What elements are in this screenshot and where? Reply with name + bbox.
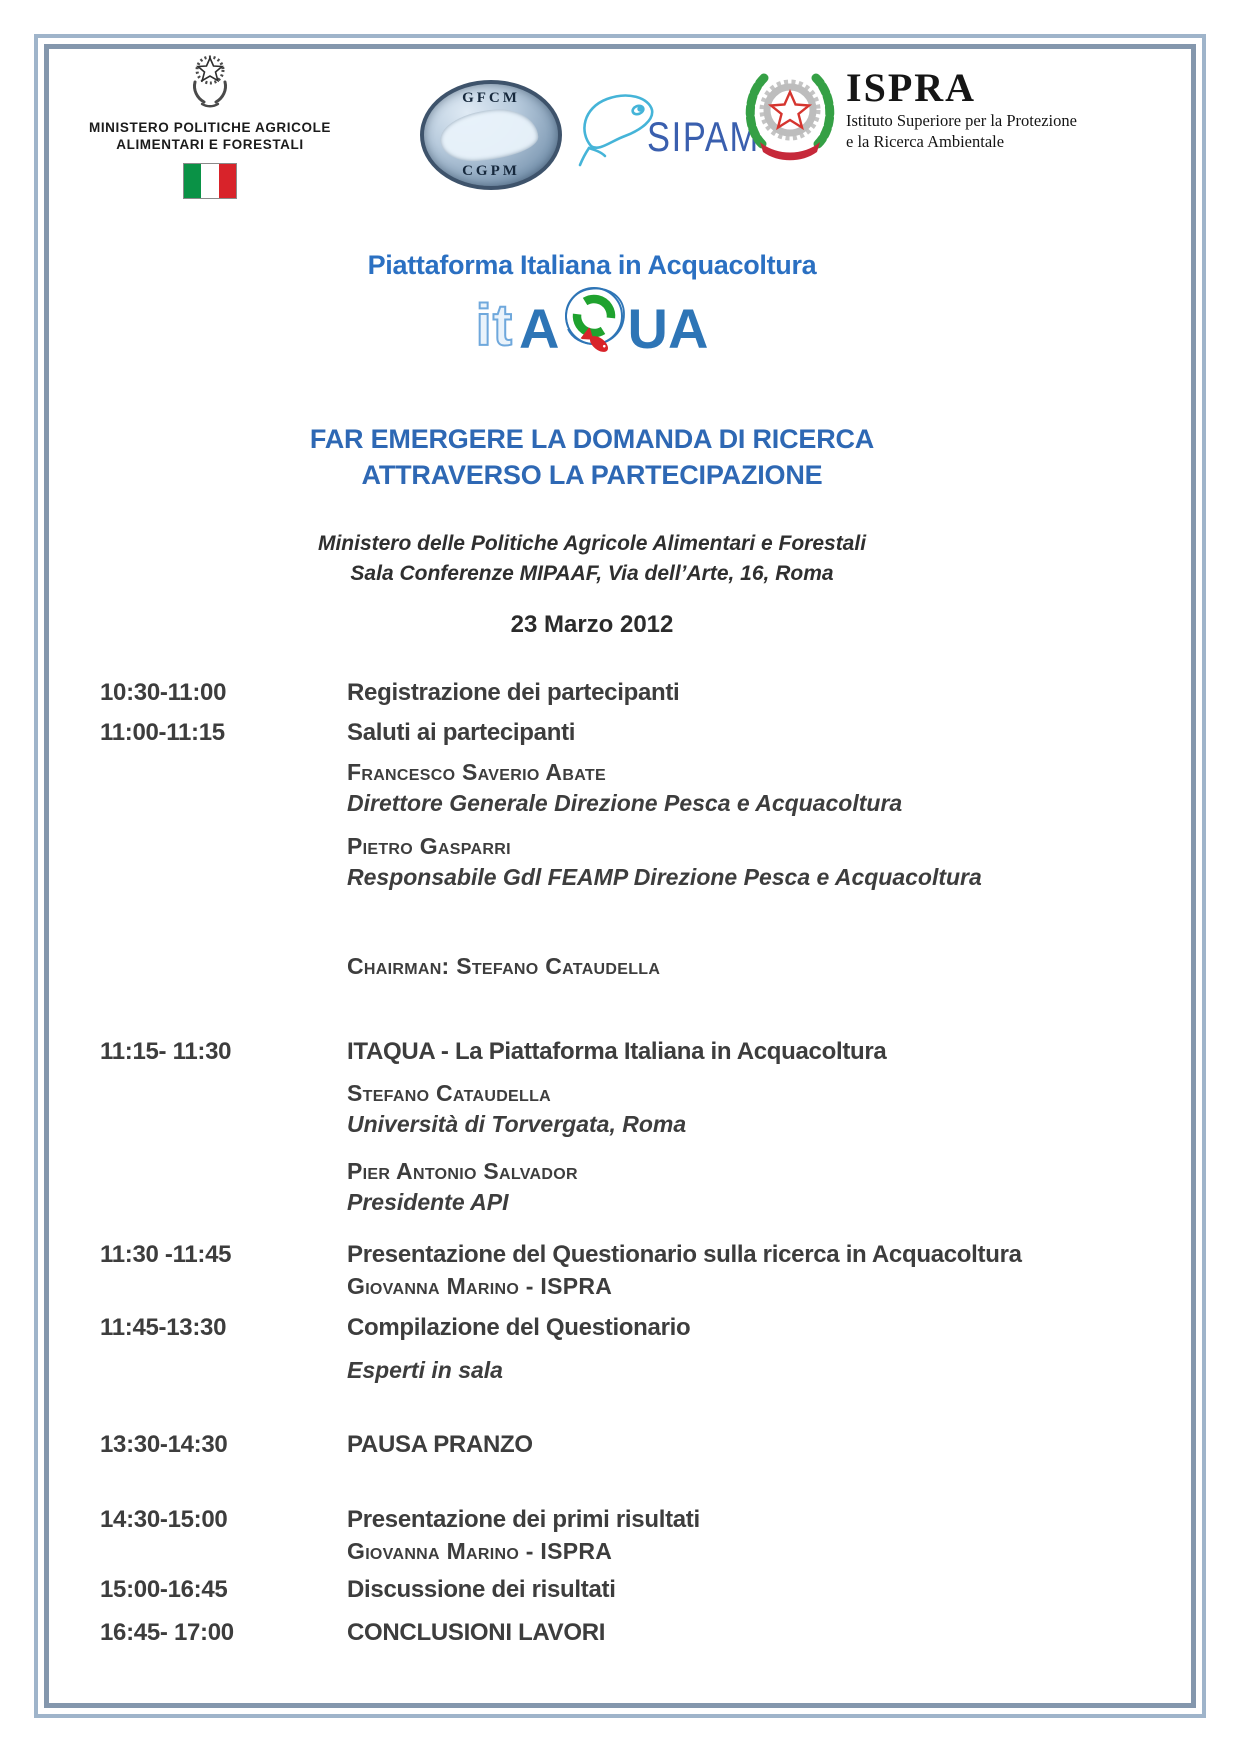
agenda-item: Registrazione dei partecipanti — [347, 679, 680, 706]
cgpm-label: CGPM — [462, 163, 520, 179]
agenda-row — [100, 1354, 1122, 1386]
event-date: 23 Marzo 2012 — [510, 611, 674, 638]
itaqua-logo — [62, 285, 1122, 371]
speaker-role: Presidente API — [347, 1189, 509, 1215]
agenda-row — [100, 1156, 1122, 1218]
agenda-row — [100, 717, 1122, 749]
subtitle-line1: FAR EMERGERE LA DOMANDA DI RICERCA — [309, 424, 875, 454]
itaqua-q-icon — [560, 282, 628, 375]
itaqua-ua-text: UA — [627, 296, 709, 360]
venue-block — [62, 529, 1122, 589]
agenda-row — [100, 1617, 1122, 1649]
agenda-row — [100, 1504, 1122, 1566]
speaker-name: Giovanna Marino - ISPRA — [347, 1273, 613, 1299]
agenda-item: Saluti ai partecipanti — [347, 719, 576, 746]
event-subtitle — [62, 421, 1122, 493]
agenda-row — [100, 831, 1122, 893]
speaker-name: Pier Antonio Salvador — [347, 1158, 578, 1184]
speaker-role: Responsabile Gdl FEAMP Direzione Pesca e Acquacoltura — [347, 864, 982, 890]
agenda-time: 15:00-16:45 — [100, 1576, 228, 1603]
agenda-row — [100, 1574, 1122, 1606]
agenda-time: 11:00-11:15 — [100, 719, 225, 746]
speaker-name: Pietro Gasparri — [347, 833, 511, 859]
agenda-time: 13:30-14:30 — [100, 1431, 228, 1458]
agenda-row — [100, 951, 1122, 981]
subtitle-line2: ATTRAVERSO LA PARTECIPAZIONE — [361, 460, 823, 490]
agenda-row — [100, 1429, 1122, 1461]
agenda-row — [100, 1036, 1122, 1068]
speaker-name: Giovanna Marino - ISPRA — [347, 1538, 613, 1564]
agenda-time: 14:30-15:00 — [100, 1506, 228, 1533]
agenda-item: Discussione dei risultati — [347, 1576, 616, 1603]
itaqua-a-text: A — [519, 296, 560, 360]
agenda-time: 16:45- 17:00 — [100, 1619, 234, 1646]
venue-line2: Sala Conferenze MIPAAF, Via dell’Arte, 16, Roma — [350, 562, 834, 585]
agenda — [100, 677, 1122, 1649]
agenda-time: 10:30-11:00 — [100, 679, 227, 706]
speaker-name: Francesco Saverio Abate — [347, 759, 606, 785]
agenda-time: 11:45-13:30 — [100, 1314, 227, 1341]
agenda-item: PAUSA PRANZO — [347, 1431, 533, 1458]
agenda-row — [100, 1078, 1122, 1140]
speaker-name: Stefano Cataudella — [347, 1080, 552, 1106]
gfcm-label: GFCM — [462, 90, 520, 106]
venue-line1: Ministero delle Politiche Agricole Alimentari e Forestali — [317, 532, 867, 555]
agenda-time: 11:15- 11:30 — [100, 1038, 232, 1065]
speaker-role: Direttore Generale Direzione Pesca e Acquacoltura — [347, 790, 903, 816]
ispra-subtitle-line1: Istituto Superiore per la Protezione — [846, 111, 1077, 130]
agenda-item: Presentazione del Questionario sulla ricerca in Acquacoltura — [347, 1241, 1022, 1268]
agenda-item: ITAQUA - La Piattaforma Italiana in Acquacoltura — [347, 1038, 887, 1065]
chairman-line: Chairman: Stefano Cataudella — [347, 953, 661, 979]
agenda-item: Presentazione dei primi risultati — [347, 1506, 700, 1533]
agenda-item: CONCLUSIONI LAVORI — [347, 1619, 606, 1646]
agenda-row — [100, 677, 1122, 709]
platform-title: Piattaforma Italiana in Acquacoltura — [367, 250, 817, 280]
ispra-acronym: ISPRA — [846, 65, 977, 110]
itaqua-it-text: it — [475, 292, 514, 358]
speaker-role: Università di Torvergata, Roma — [347, 1111, 687, 1137]
agenda-row — [100, 1312, 1122, 1344]
sipam-label: SIPAM — [647, 113, 760, 160]
agenda-row — [100, 757, 1122, 819]
agenda-row — [100, 1239, 1122, 1301]
speaker-role: Esperti in sala — [347, 1357, 503, 1383]
ministry-name-line1: MINISTERO POLITICHE AGRICOLE — [88, 120, 332, 135]
agenda-time: 11:30 -11:45 — [100, 1241, 232, 1268]
ministry-name-line2: ALIMENTARI E FORESTALI — [116, 137, 304, 152]
agenda-item: Compilazione del Questionario — [347, 1314, 691, 1341]
ispra-subtitle-line2: e la Ricerca Ambientale — [846, 132, 1005, 151]
